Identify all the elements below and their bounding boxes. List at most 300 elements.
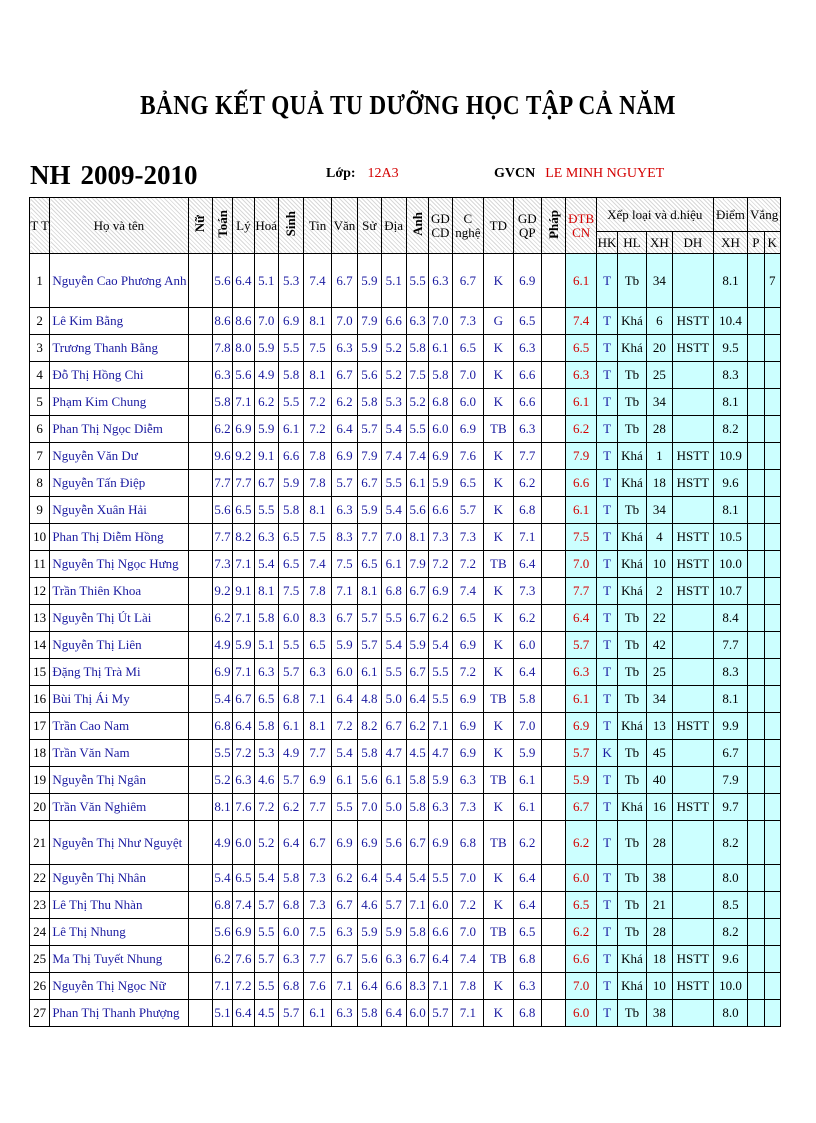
header-physics: Lý — [233, 198, 254, 254]
header-informatics: Tin — [304, 198, 331, 254]
subject-score: 7.2 — [429, 551, 452, 578]
subject-score: 6.1 — [429, 335, 452, 362]
subject-score — [542, 308, 566, 335]
subject-score: 4.5 — [254, 1000, 278, 1027]
results-body — [30, 254, 781, 1027]
title-cell — [673, 362, 714, 389]
subject-score: 6.3 — [254, 659, 278, 686]
subject-score: 6.2 — [212, 416, 232, 443]
subject-score: 6.7 — [406, 605, 428, 632]
subject-score: 5.9 — [429, 767, 452, 794]
subject-score: 7.1 — [233, 659, 254, 686]
subject-score: 5.4 — [406, 865, 428, 892]
table-row — [30, 892, 781, 919]
female-cell — [188, 389, 212, 416]
subject-score: 6.0 — [513, 632, 541, 659]
subject-score: 6.2 — [331, 865, 357, 892]
subject-score: 7.7 — [304, 740, 331, 767]
header-score-rank: XH — [713, 232, 748, 254]
header-french — [542, 198, 566, 254]
subject-score: 6.8 — [452, 821, 484, 865]
row-number: 14 — [30, 632, 50, 659]
absent-p-cell — [748, 892, 764, 919]
subject-score: 6.0 — [278, 605, 303, 632]
subject-score: 6.4 — [513, 892, 541, 919]
subject-score: 7.1 — [331, 973, 357, 1000]
subject-score: K — [484, 389, 513, 416]
subject-score: 4.9 — [212, 821, 232, 865]
subject-score: K — [484, 578, 513, 605]
title-cell — [673, 632, 714, 659]
subject-score: 8.3 — [331, 524, 357, 551]
subject-score: 7.2 — [331, 713, 357, 740]
subject-score: 6.5 — [513, 919, 541, 946]
subject-score: 6.7 — [331, 946, 357, 973]
subject-score: 5.7 — [278, 767, 303, 794]
academic-cell: Khá — [618, 946, 646, 973]
subject-score: 6.9 — [331, 821, 357, 865]
student-name: Nguyễn Thị Như Nguyệt — [50, 821, 188, 865]
subject-score: 7.4 — [233, 892, 254, 919]
subject-score: 6.9 — [452, 740, 484, 767]
title-cell: HSTT — [673, 713, 714, 740]
subject-score: 6.0 — [278, 919, 303, 946]
title-cell — [673, 416, 714, 443]
gpa-cell: 6.2 — [566, 416, 596, 443]
subject-score: 7.3 — [452, 794, 484, 821]
absent-k-cell — [764, 389, 781, 416]
subject-score: 5.8 — [406, 794, 428, 821]
absent-p-cell — [748, 443, 764, 470]
header-math-label: Toán — [214, 210, 230, 238]
subject-score: 6.2 — [278, 794, 303, 821]
subject-score: 5.8 — [358, 1000, 381, 1027]
subject-score — [542, 389, 566, 416]
subject-score: K — [484, 1000, 513, 1027]
subject-score: 7.0 — [513, 713, 541, 740]
subject-score: 6.8 — [278, 973, 303, 1000]
rank-cell: 18 — [646, 946, 672, 973]
subject-score: 5.4 — [381, 416, 406, 443]
subject-score: 5.8 — [278, 865, 303, 892]
absent-k-cell — [764, 973, 781, 1000]
subject-score — [542, 892, 566, 919]
subject-score: 6.0 — [429, 892, 452, 919]
subject-score: 8.1 — [304, 362, 331, 389]
student-name: Phan Thị Ngọc Diễm — [50, 416, 188, 443]
student-name: Trương Thanh Bằng — [50, 335, 188, 362]
gpa-cell: 6.2 — [566, 919, 596, 946]
subject-score: 7.8 — [452, 973, 484, 1000]
subject-score: K — [484, 659, 513, 686]
subject-score: 8.1 — [212, 794, 232, 821]
conduct-cell: T — [596, 919, 617, 946]
header-tt: T T — [30, 198, 50, 254]
gpa-cell: 6.1 — [566, 389, 596, 416]
subject-score: 6.7 — [406, 659, 428, 686]
student-name: Bùi Thị Ái My — [50, 686, 188, 713]
gpa-cell: 6.5 — [566, 892, 596, 919]
conduct-cell: T — [596, 946, 617, 973]
conduct-cell: T — [596, 821, 617, 865]
subject-score: 6.0 — [233, 821, 254, 865]
subject-score — [542, 1000, 566, 1027]
subject-score: 5.8 — [254, 605, 278, 632]
subject-score: 8.1 — [254, 578, 278, 605]
table-row — [30, 713, 781, 740]
subject-score: 7.1 — [429, 973, 452, 1000]
score-cell: 8.0 — [713, 1000, 748, 1027]
header-biology-label: Sinh — [283, 211, 299, 237]
subject-score: 6.1 — [278, 416, 303, 443]
subject-score: 6.6 — [381, 973, 406, 1000]
female-cell — [188, 524, 212, 551]
subject-score: 5.9 — [278, 470, 303, 497]
subject-score: 6.4 — [233, 254, 254, 308]
header-rank: XH — [646, 232, 672, 254]
female-cell — [188, 973, 212, 1000]
absent-p-cell — [748, 497, 764, 524]
row-number: 6 — [30, 416, 50, 443]
subject-score: 7.2 — [233, 740, 254, 767]
subject-score — [542, 946, 566, 973]
subject-score: 7.2 — [304, 416, 331, 443]
student-name: Nguyễn Thị Nhân — [50, 865, 188, 892]
subject-score: 6.4 — [233, 1000, 254, 1027]
subject-score: 7.1 — [233, 389, 254, 416]
subject-score: 6.3 — [331, 919, 357, 946]
absent-k-cell — [764, 946, 781, 973]
rank-cell: 4 — [646, 524, 672, 551]
academic-cell: Khá — [618, 794, 646, 821]
subject-score: 5.0 — [381, 686, 406, 713]
female-cell — [188, 443, 212, 470]
row-number: 12 — [30, 578, 50, 605]
score-cell: 9.9 — [713, 713, 748, 740]
subject-score: 6.3 — [513, 973, 541, 1000]
absent-p-cell — [748, 865, 764, 892]
subject-score: 6.3 — [331, 1000, 357, 1027]
header-female — [188, 198, 212, 254]
subject-score: 5.9 — [233, 632, 254, 659]
header-chemistry: Hoá — [254, 198, 278, 254]
score-cell: 8.1 — [713, 254, 748, 308]
gpa-cell: 6.0 — [566, 1000, 596, 1027]
female-cell — [188, 767, 212, 794]
table-row — [30, 470, 781, 497]
subject-score: 6.3 — [212, 362, 232, 389]
subject-score: 8.1 — [304, 308, 331, 335]
subject-score: 7.7 — [212, 470, 232, 497]
subject-score: 6.5 — [304, 632, 331, 659]
table-row — [30, 551, 781, 578]
rank-cell: 10 — [646, 973, 672, 1000]
subject-score: 5.9 — [406, 632, 428, 659]
score-cell: 8.3 — [713, 659, 748, 686]
subject-score: 6.4 — [429, 946, 452, 973]
row-number: 15 — [30, 659, 50, 686]
rank-cell: 2 — [646, 578, 672, 605]
subject-score: 8.1 — [406, 524, 428, 551]
subject-score — [542, 335, 566, 362]
absent-p-cell — [748, 686, 764, 713]
score-cell: 8.0 — [713, 865, 748, 892]
conduct-cell: T — [596, 551, 617, 578]
conduct-cell: T — [596, 686, 617, 713]
subject-score: 9.1 — [233, 578, 254, 605]
subject-score: 6.5 — [513, 308, 541, 335]
subject-score: 5.2 — [254, 821, 278, 865]
subject-score: 5.7 — [429, 1000, 452, 1027]
female-cell — [188, 713, 212, 740]
subject-score — [542, 362, 566, 389]
score-cell: 9.6 — [713, 470, 748, 497]
rank-cell: 22 — [646, 605, 672, 632]
score-cell: 10.5 — [713, 524, 748, 551]
rank-cell: 34 — [646, 686, 672, 713]
student-name: Phạm Kim Chung — [50, 389, 188, 416]
subject-score: 6.5 — [452, 605, 484, 632]
row-number: 1 — [30, 254, 50, 308]
subject-score: 9.1 — [254, 443, 278, 470]
subject-score — [542, 497, 566, 524]
subject-score: TB — [484, 946, 513, 973]
subject-score: 5.5 — [254, 919, 278, 946]
row-number: 20 — [30, 794, 50, 821]
table-row — [30, 497, 781, 524]
gpa-cell: 5.7 — [566, 740, 596, 767]
academic-cell: Khá — [618, 443, 646, 470]
subject-score: 7.3 — [452, 524, 484, 551]
absent-k-cell — [764, 713, 781, 740]
subject-score: 6.9 — [452, 632, 484, 659]
class-info — [326, 166, 399, 182]
header-pe: TD — [484, 198, 513, 254]
absent-p-cell — [748, 740, 764, 767]
subject-score: 5.6 — [358, 946, 381, 973]
subject-score: 5.1 — [254, 254, 278, 308]
academic-cell: Tb — [618, 919, 646, 946]
conduct-cell: T — [596, 659, 617, 686]
subject-score: 7.3 — [429, 524, 452, 551]
subject-score: 5.9 — [358, 335, 381, 362]
subject-score: 5.7 — [358, 632, 381, 659]
row-number: 21 — [30, 821, 50, 865]
title-cell: HSTT — [673, 470, 714, 497]
subject-score: 5.9 — [358, 254, 381, 308]
subject-score: 5.5 — [381, 659, 406, 686]
subject-score: 5.4 — [381, 632, 406, 659]
subject-score: 6.1 — [513, 767, 541, 794]
gpa-cell: 7.9 — [566, 443, 596, 470]
academic-cell: Tb — [618, 389, 646, 416]
subject-score: 5.8 — [513, 686, 541, 713]
rank-cell: 34 — [646, 389, 672, 416]
subject-score: 7.3 — [304, 892, 331, 919]
header-technology: C nghệ — [452, 198, 484, 254]
academic-cell: Tb — [618, 865, 646, 892]
conduct-cell: T — [596, 794, 617, 821]
subject-score: 6.2 — [429, 605, 452, 632]
subject-score: 6.9 — [429, 821, 452, 865]
rank-cell: 34 — [646, 254, 672, 308]
subject-score: 7.3 — [513, 578, 541, 605]
score-cell: 10.0 — [713, 973, 748, 1000]
score-cell: 8.5 — [713, 892, 748, 919]
female-cell — [188, 892, 212, 919]
conduct-cell: T — [596, 973, 617, 1000]
score-cell: 7.7 — [713, 632, 748, 659]
row-number: 11 — [30, 551, 50, 578]
student-name: Trần Cao Nam — [50, 713, 188, 740]
header-conduct: HK — [596, 232, 617, 254]
subject-score: 5.4 — [429, 632, 452, 659]
absent-p-cell — [748, 578, 764, 605]
subject-score: 7.9 — [358, 308, 381, 335]
subject-score: 7.5 — [406, 362, 428, 389]
gpa-cell: 6.7 — [566, 794, 596, 821]
subject-score: 6.7 — [406, 821, 428, 865]
subject-score: 6.7 — [331, 892, 357, 919]
subject-score: 7.0 — [452, 919, 484, 946]
conduct-cell: T — [596, 605, 617, 632]
title-cell — [673, 605, 714, 632]
conduct-cell: T — [596, 1000, 617, 1027]
subject-score: 6.6 — [513, 362, 541, 389]
subject-score: 7.4 — [304, 254, 331, 308]
subject-score: 6.2 — [212, 946, 232, 973]
subject-score: 5.6 — [212, 919, 232, 946]
subject-score: 6.9 — [452, 416, 484, 443]
subject-score: 6.6 — [278, 443, 303, 470]
row-number: 8 — [30, 470, 50, 497]
subject-score: 5.7 — [278, 1000, 303, 1027]
subject-score — [542, 605, 566, 632]
row-number: 26 — [30, 973, 50, 1000]
table-row — [30, 254, 781, 308]
subject-score: K — [484, 443, 513, 470]
subject-score: 7.6 — [304, 973, 331, 1000]
subject-score: 6.7 — [358, 470, 381, 497]
female-cell — [188, 605, 212, 632]
subject-score: 5.5 — [254, 973, 278, 1000]
subject-score: 5.9 — [381, 919, 406, 946]
subject-score: 7.1 — [429, 713, 452, 740]
subject-score: 5.7 — [254, 946, 278, 973]
row-number: 10 — [30, 524, 50, 551]
absent-k-cell — [764, 865, 781, 892]
academic-cell: Khá — [618, 308, 646, 335]
female-cell — [188, 1000, 212, 1027]
subject-score: 5.5 — [278, 632, 303, 659]
gpa-cell: 6.1 — [566, 686, 596, 713]
rank-cell: 21 — [646, 892, 672, 919]
subject-score: 6.6 — [429, 919, 452, 946]
subject-score: 7.9 — [358, 443, 381, 470]
subject-score: 6.1 — [304, 1000, 331, 1027]
subject-score: 6.4 — [331, 686, 357, 713]
subject-score: TB — [484, 767, 513, 794]
header-english — [406, 198, 428, 254]
subject-score: 5.8 — [254, 713, 278, 740]
subject-score: 7.5 — [304, 919, 331, 946]
row-number: 5 — [30, 389, 50, 416]
table-row — [30, 335, 781, 362]
subject-score: 4.6 — [254, 767, 278, 794]
student-name: Nguyễn Văn Dư — [50, 443, 188, 470]
subject-score: 6.5 — [278, 524, 303, 551]
subject-score: 5.3 — [381, 389, 406, 416]
title-cell — [673, 919, 714, 946]
subject-score: 6.9 — [429, 578, 452, 605]
subject-score: 6.3 — [429, 254, 452, 308]
gpa-cell: 6.0 — [566, 865, 596, 892]
academic-cell: Khá — [618, 578, 646, 605]
score-cell: 9.6 — [713, 946, 748, 973]
subject-score: 5.5 — [254, 497, 278, 524]
subject-score: 6.0 — [406, 1000, 428, 1027]
subject-score: 5.8 — [406, 767, 428, 794]
header-absent-p: P — [748, 232, 764, 254]
rank-cell: 38 — [646, 865, 672, 892]
absent-k-cell: 7 — [764, 254, 781, 308]
subject-score: 6.2 — [513, 470, 541, 497]
absent-k-cell — [764, 686, 781, 713]
subject-score: 6.9 — [233, 416, 254, 443]
subject-score: 8.1 — [358, 578, 381, 605]
header-french-label: Pháp — [545, 209, 561, 239]
title-cell: HSTT — [673, 443, 714, 470]
subject-score: K — [484, 973, 513, 1000]
student-name: Lê Kim Bằng — [50, 308, 188, 335]
female-cell — [188, 865, 212, 892]
academic-cell: Khá — [618, 335, 646, 362]
header-name: Họ và tên — [50, 198, 188, 254]
subject-score: 5.5 — [278, 335, 303, 362]
gpa-cell: 6.3 — [566, 362, 596, 389]
title-cell: HSTT — [673, 794, 714, 821]
subject-score: 6.7 — [304, 821, 331, 865]
subject-score: 5.9 — [513, 740, 541, 767]
subject-score: 7.2 — [233, 973, 254, 1000]
row-number: 3 — [30, 335, 50, 362]
school-year-label: NH — [30, 160, 71, 190]
subject-score: 5.3 — [254, 740, 278, 767]
subject-score: 7.7 — [513, 443, 541, 470]
subject-score — [542, 632, 566, 659]
gpa-cell: 6.2 — [566, 821, 596, 865]
subject-score: 6.1 — [406, 470, 428, 497]
subject-score: 5.1 — [212, 1000, 232, 1027]
row-number: 24 — [30, 919, 50, 946]
rank-cell: 38 — [646, 1000, 672, 1027]
student-name: Nguyễn Thị Ngân — [50, 767, 188, 794]
student-name: Nguyễn Thị Ngọc Hưng — [50, 551, 188, 578]
absent-p-cell — [748, 605, 764, 632]
subject-score: 5.8 — [406, 919, 428, 946]
subject-score: 4.9 — [278, 740, 303, 767]
conduct-cell: K — [596, 740, 617, 767]
absent-p-cell — [748, 713, 764, 740]
subject-score: 5.2 — [406, 389, 428, 416]
subject-score — [542, 865, 566, 892]
academic-cell: Khá — [618, 551, 646, 578]
female-cell — [188, 335, 212, 362]
subject-score: 5.7 — [278, 659, 303, 686]
subject-score: 7.0 — [452, 362, 484, 389]
subject-score: 6.7 — [452, 254, 484, 308]
subject-score: 4.9 — [254, 362, 278, 389]
